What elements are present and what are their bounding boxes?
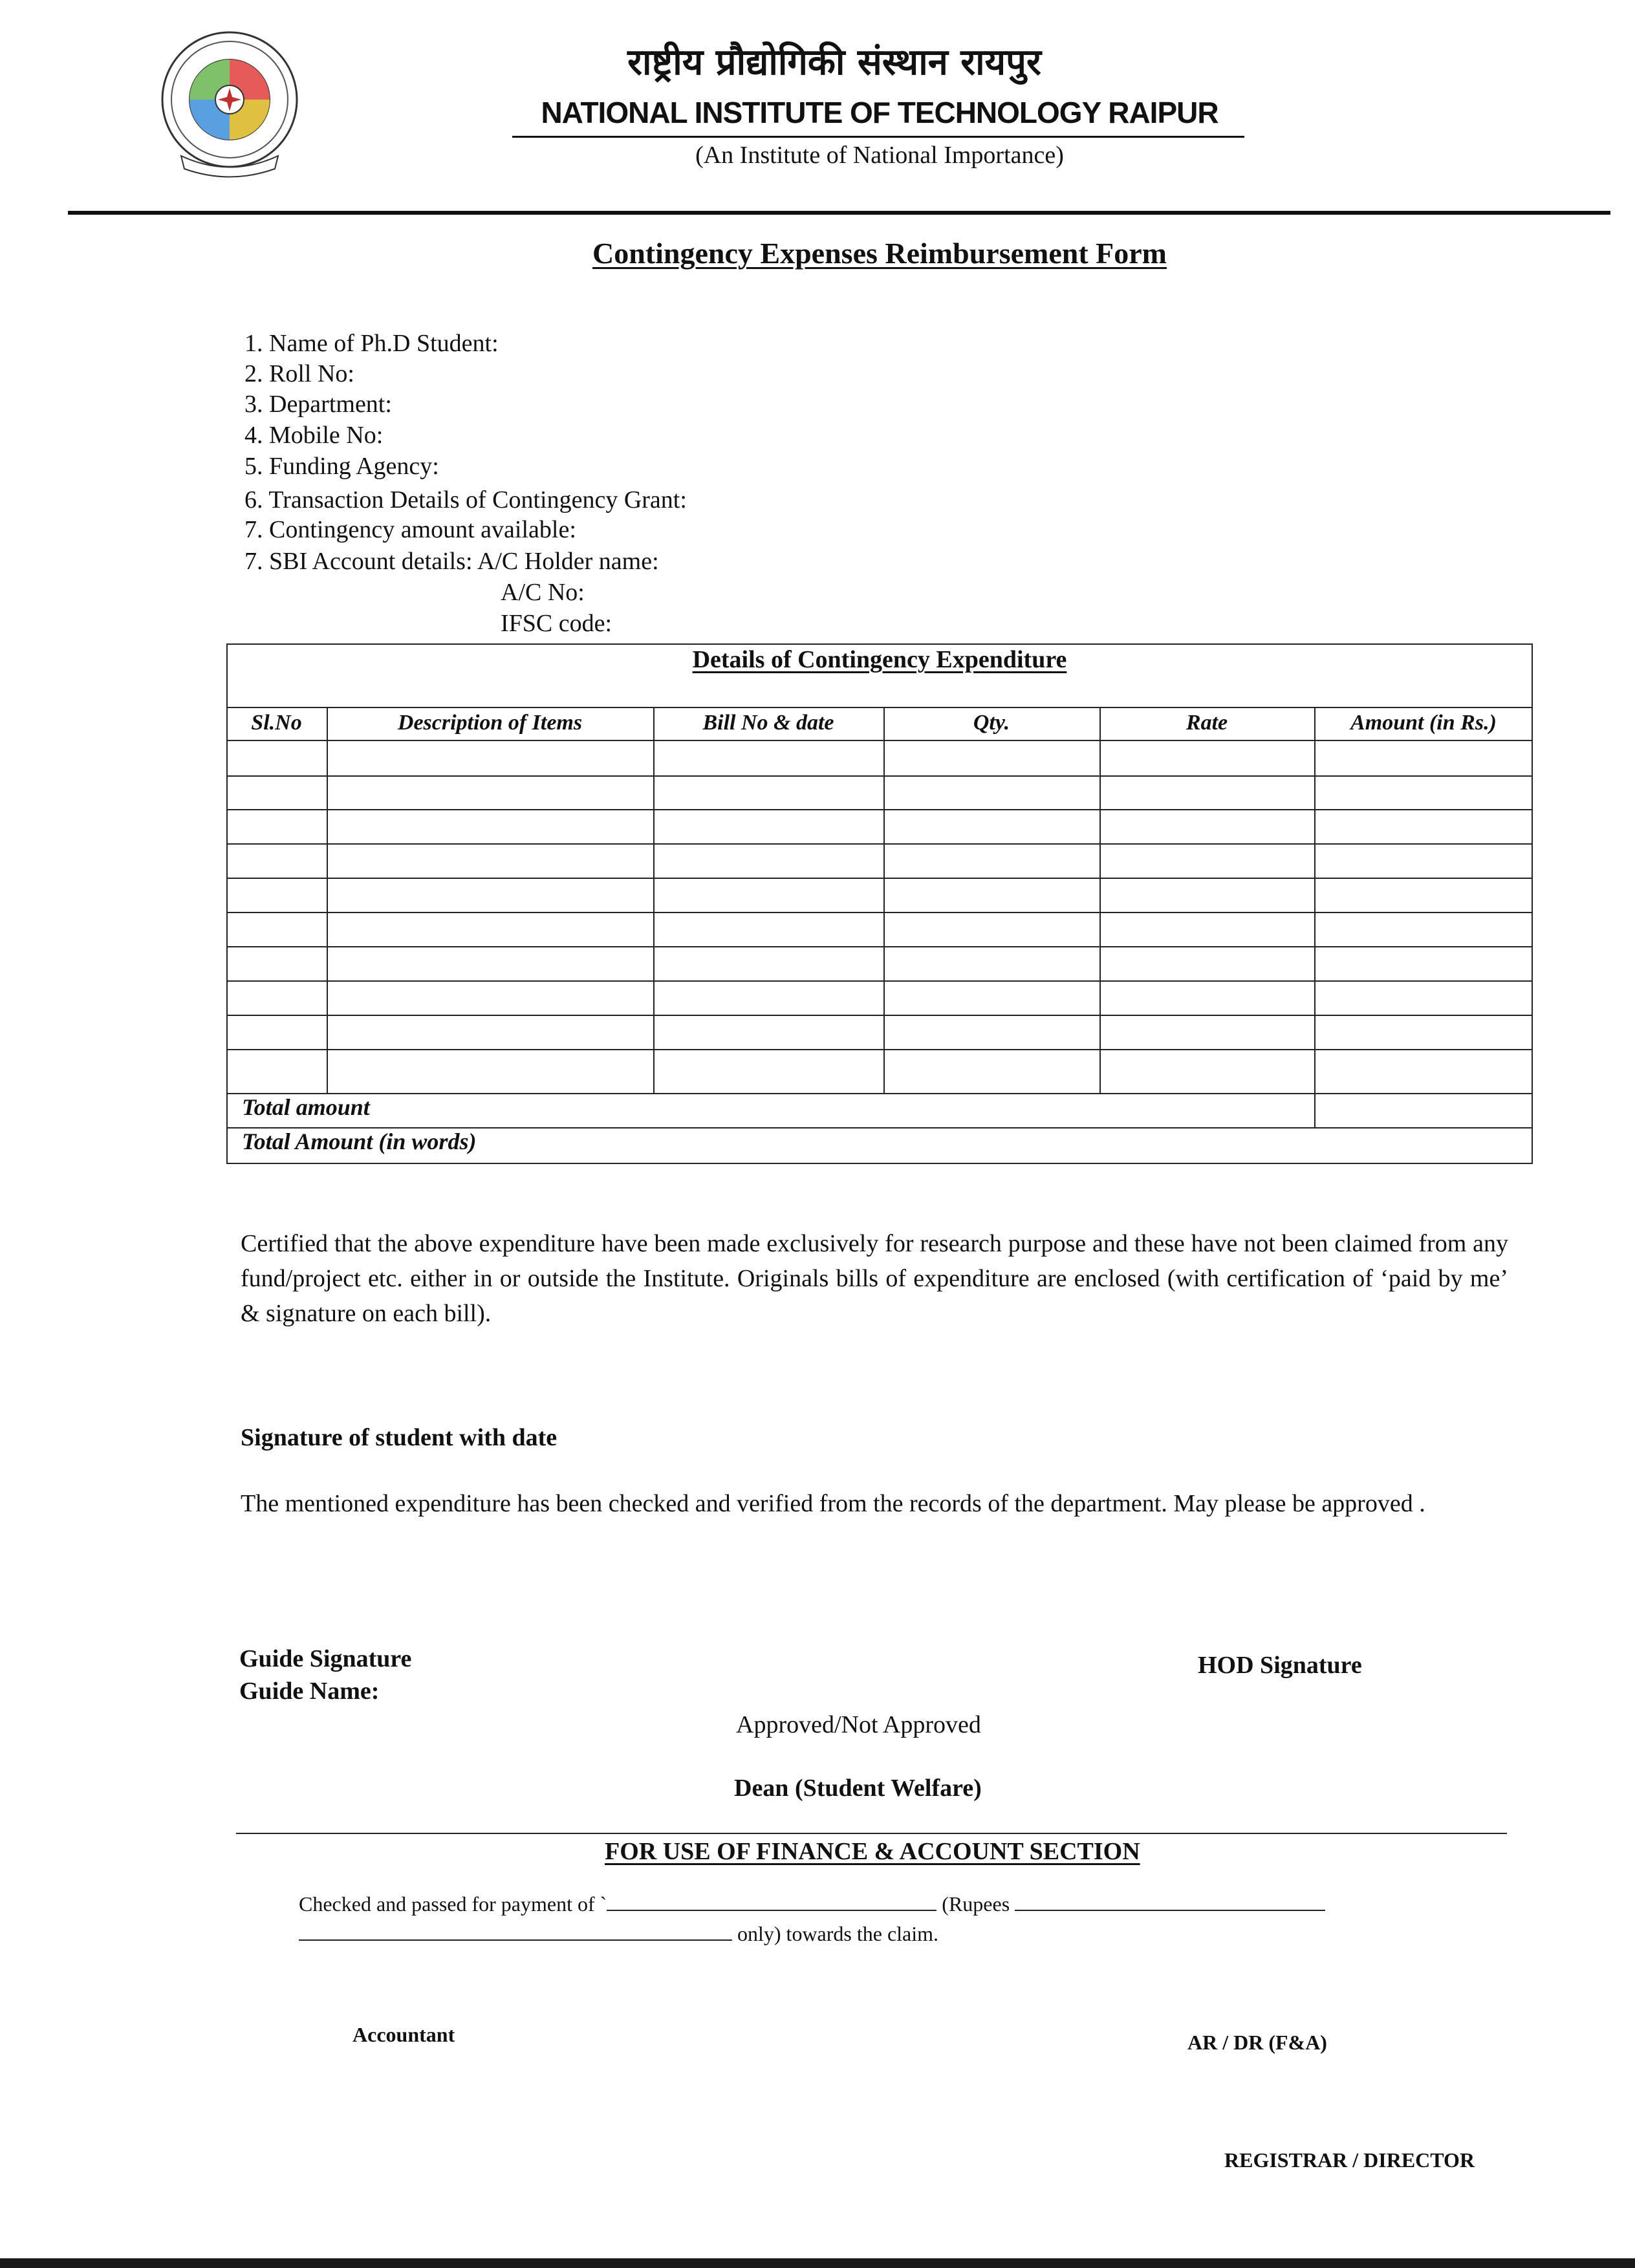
total-amount-label: Total amount (242, 1094, 370, 1120)
guide-signature-label: Guide Signature (239, 1645, 412, 1672)
field-ifsc-code[interactable]: IFSC code: (501, 610, 612, 637)
field-student-name[interactable]: 1. Name of Ph.D Student: (244, 330, 499, 357)
column-header-rate: Rate (1186, 711, 1228, 735)
hod-signature-label: HOD Signature (1198, 1652, 1362, 1679)
column-header-qty: Qty. (973, 711, 1010, 735)
payment-amount-blank[interactable] (607, 1890, 937, 1911)
table-column-line (1314, 707, 1316, 1127)
field-roll-no[interactable]: 2. Roll No: (244, 360, 354, 387)
table-title: Details of Contingency Expenditure (692, 646, 1067, 673)
field-account-no[interactable]: A/C No: (501, 579, 585, 606)
rupees-words-blank[interactable] (1015, 1890, 1325, 1911)
ar-dr-label: AR / DR (F&A) (1187, 2031, 1327, 2054)
table-column-line (327, 707, 328, 1093)
approval-status-label: Approved/Not Approved (736, 1711, 981, 1738)
table-row-line (226, 1015, 1533, 1016)
table-row-line (226, 878, 1533, 879)
table-row-line (226, 946, 1533, 947)
form-title: Contingency Expenses Reimbursement Form (592, 237, 1167, 270)
field-funding-agency[interactable]: 5. Funding Agency: (244, 453, 439, 480)
field-transaction-details[interactable]: 6. Transaction Details of Contingency Grant: (244, 486, 687, 513)
certification-text: Certified that the above expenditure have been made exclusively for research purpose and these have not been claimed from any fund/project etc. either in or outside the Institute. Originals bills of expenditure are enclosed (with certification of ‘paid by me’ & signature on each bill). (241, 1230, 1508, 1327)
column-header-amount: Amount (in Rs.) (1350, 711, 1497, 735)
table-row-line (226, 809, 1533, 810)
header-divider (68, 211, 1610, 215)
accountant-label: Accountant (352, 2023, 455, 2046)
institute-hindi-name: राष्ट्रीय प्रौद्योगिकी संस्थान रायपुर (627, 41, 1041, 83)
table-row-line (226, 980, 1533, 982)
scan-bottom-edge (0, 2258, 1635, 2268)
field-account-holder[interactable]: 7. SBI Account details: A/C Holder name: (244, 548, 659, 575)
table-column-line (1099, 707, 1101, 1093)
institute-subtitle: (An Institute of National Importance) (695, 142, 1064, 169)
rupees-label: (Rupees (942, 1892, 1010, 1916)
institute-seal-icon (155, 23, 304, 185)
rupees-words-continued-blank[interactable] (299, 1920, 732, 1941)
field-department[interactable]: 3. Department: (244, 391, 392, 418)
table-column-line (883, 707, 885, 1093)
towards-claim-text: only) towards the claim. (737, 1922, 939, 1945)
student-signature-label: Signature of student with date (241, 1424, 558, 1451)
field-mobile-no[interactable]: 4. Mobile No: (244, 422, 384, 449)
finance-section-divider (236, 1833, 1507, 1834)
institute-name-underline (512, 136, 1244, 138)
table-row-line (226, 1093, 1533, 1094)
guide-name-label: Guide Name: (239, 1678, 380, 1705)
verification-text: The mentioned expenditure has been checked and verified from the records of the department. May please be approved . (241, 1490, 1425, 1517)
column-header-description: Description of Items (397, 711, 583, 735)
field-contingency-amount[interactable]: 7. Contingency amount available: (244, 516, 576, 543)
column-header-sl-no: Sl.No (251, 711, 302, 735)
table-row-line (226, 843, 1533, 845)
table-row-line (226, 912, 1533, 913)
institute-name: NATIONAL INSTITUTE OF TECHNOLOGY RAIPUR (541, 96, 1218, 129)
finance-section-title: FOR USE OF FINANCE & ACCOUNT SECTION (605, 1838, 1140, 1865)
dean-label: Dean (Student Welfare) (734, 1775, 982, 1802)
payment-prefix: Checked and passed for payment of ` (299, 1892, 607, 1916)
registrar-director-label: REGISTRAR / DIRECTOR (1224, 2148, 1475, 2172)
table-header-top-line (226, 707, 1533, 708)
table-column-line (653, 707, 655, 1093)
payment-line-1 (299, 1890, 1325, 1918)
table-row-line (226, 1049, 1533, 1050)
table-header-bottom-line (226, 740, 1533, 741)
payment-line-2 (299, 1919, 938, 1948)
table-row-line (226, 775, 1533, 777)
column-header-bill-no-date: Bill No & date (702, 711, 834, 735)
total-amount-words-label: Total Amount (in words) (242, 1129, 477, 1154)
